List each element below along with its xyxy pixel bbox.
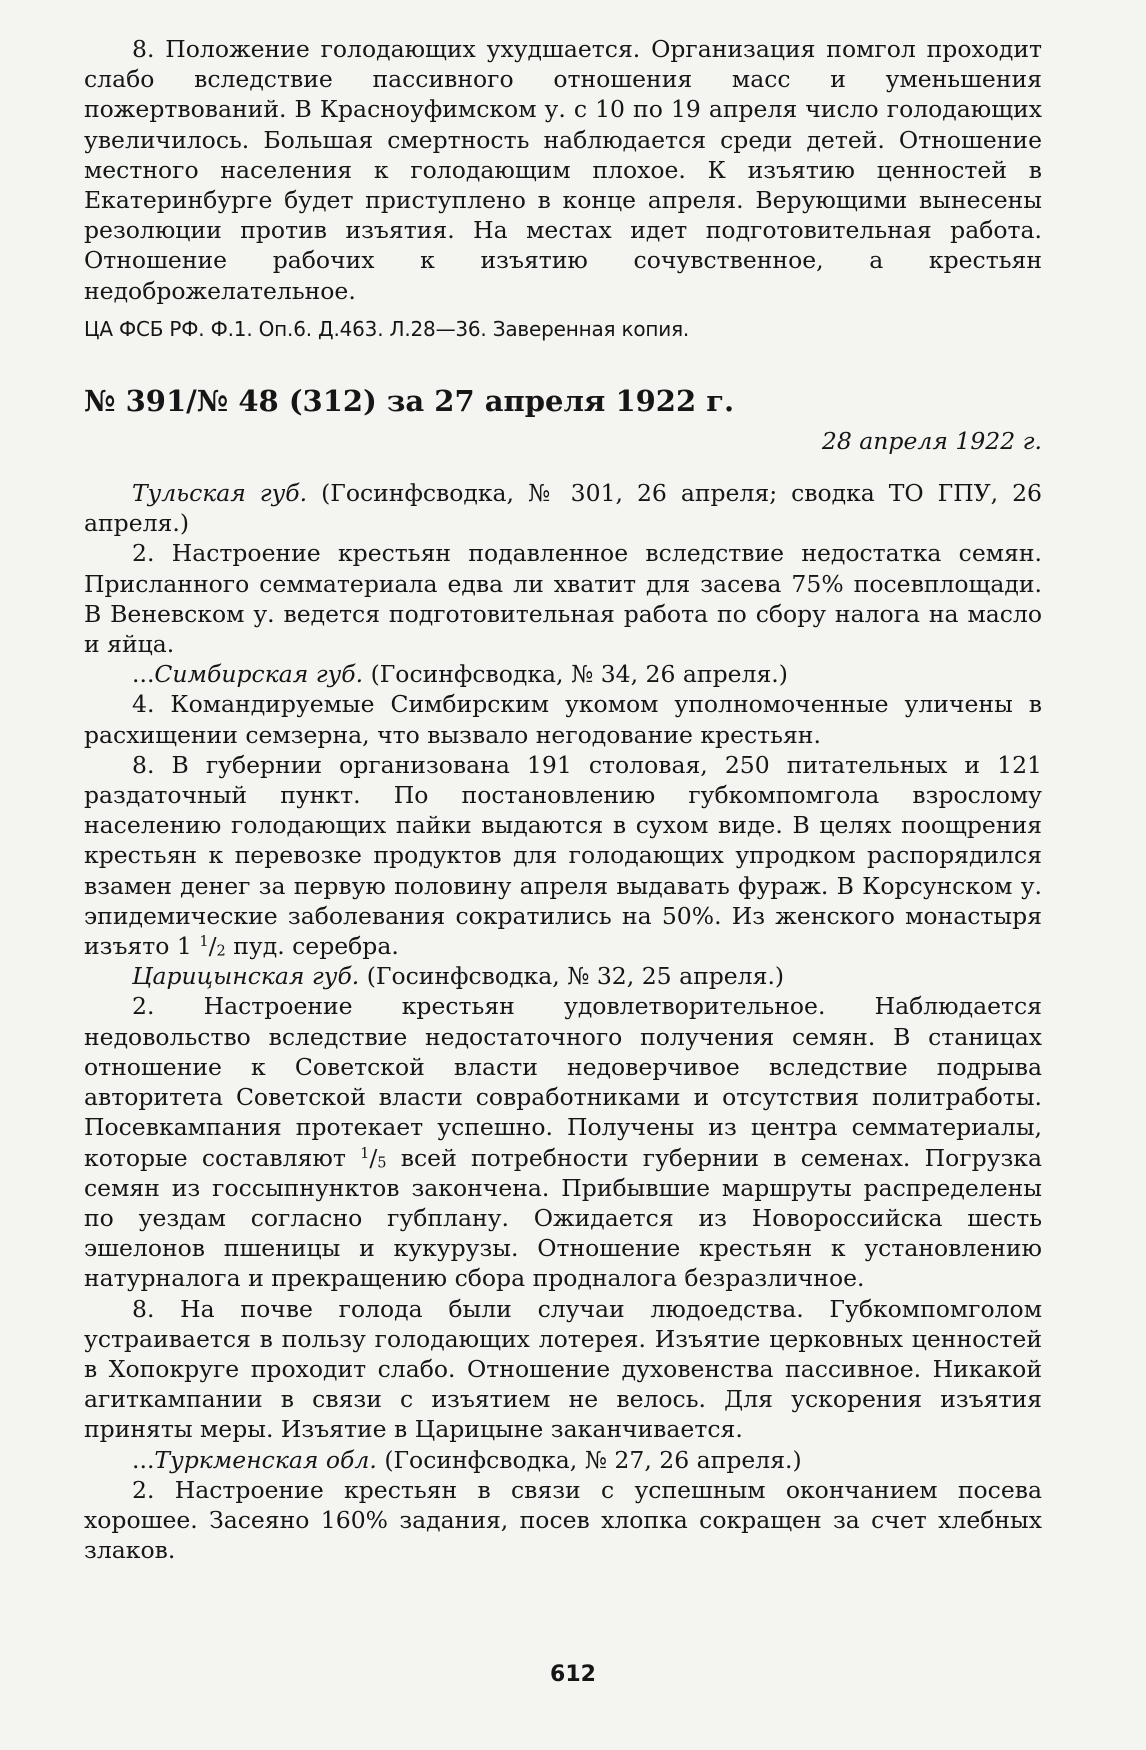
fraction-numerator: 1 (199, 933, 209, 951)
tsaritsyn-header (84, 961, 1042, 991)
tsaritsyn-p2-text: 2. Настроение крестьян удовлетворительное. Наблюдается недовольство вследствие недостаточного получения семян. В станицах отношение к Советской власти недоверчивое вследствие подрыва авторитета Советской власти совработниками и отсутствия политработы. Посевкампания протекает успешно. Получены из центра семматериалы, которые составляют (84, 992, 1042, 1172)
turkmen-paragraph-2: 2. Настроение крестьян в связи с успешным окончанием посева хорошее. Засеяно 160% задания, посев хлопка сокращен за счет хлебных злаков. (84, 1475, 1042, 1565)
simbirsk-paragraph-4: 4. Командируемые Симбирским укомом уполномоченные уличены в расхищении семзерна, что вызвало негодование крестьян. (84, 690, 1042, 749)
fraction-denominator: 2 (216, 942, 226, 960)
region-tula: Тульская губ. (132, 479, 308, 508)
fraction-one-fifth: $^1/_5$ (360, 1143, 387, 1172)
tsaritsyn-paragraph-2 (84, 991, 1042, 1293)
fraction-one-half: $^1/_2$ (199, 932, 226, 961)
turkmen-header (84, 1445, 1042, 1475)
region-tsaritsyn: Царицынская губ. (132, 962, 360, 991)
fraction-denominator: 5 (377, 1153, 387, 1171)
document-date: 28 апреля 1922 г. (821, 426, 1042, 455)
document-heading: № 391/№ 48 (312) за 27 апреля 1922 г. (84, 383, 735, 418)
tsaritsyn-paragraph-8: 8. На почве голода были случаи людоедства. Губкомпомголом устраивается в пользу голодающих лотерея. Изъятие церковных ценностей в Хопокруге проходит слабо. Отношение духовенства пассивное. Никакой агиткампании в связи с изъятием не велось. Для ускорения изъятия приняты меры. Изъятие в Царицыне заканчивается. (84, 1294, 1042, 1444)
tula-source: (Госинфсводка, № 301, 26 апреля; сводка ТО ГПУ, 26 апреля.) (84, 479, 1043, 538)
simbirsk-p8-tail: пуд. серебра. (225, 932, 399, 961)
fraction-numerator: 1 (360, 1144, 370, 1162)
page-number: 612 (550, 1662, 596, 1687)
simbirsk-paragraph-8 (84, 750, 1042, 961)
simbirsk-header (84, 659, 1042, 689)
region-turkmen: Туркменская обл. (154, 1445, 377, 1474)
region-simbirsk: Симбирская губ. (154, 660, 364, 689)
document-body (84, 34, 1042, 1565)
turkmen-lead: ... (132, 1445, 155, 1474)
tula-paragraph-2: 2. Настроение крестьян подавленное вследствие недостатка семян. Присланного семматериала едва ли хватит для засева 75% посевплощади. В Веневском у. ведется подготовительная работа по сбору налога на масло и яйца. (84, 539, 1042, 659)
paragraph-top-8: 8. Положение голодающих ухудшается. Организация помгол проходит слабо вследствие пассивного отношения масс и уменьшения пожертвований. В Красноуфимском у. с 10 по 19 апреля число голодающих увеличилось. Большая смертность наблюдается среди детей. Отношение местного населения к голодающим плохое. К изъятию ценностей в Екатеринбурге будет приступлено в конце апреля. Верующими вынесены резолюции против изъятия. На местах идет подготовительная работа. Отношение рабочих к изъятию сочувственное, а крестьян недоброжелательное. (84, 35, 1042, 305)
simbirsk-source: (Госинфсводка, № 34, 26 апреля.) (363, 660, 788, 689)
simbirsk-lead: ... (132, 660, 155, 689)
tula-header (84, 478, 1042, 538)
tsaritsyn-source: (Госинфсводка, № 32, 25 апреля.) (359, 962, 785, 991)
turkmen-source: (Госинфсводка, № 27, 26 апреля.) (376, 1445, 802, 1474)
simbirsk-p8-text: 8. В губернии организована 191 столовая, 250 питательных и 121 раздаточный пункт. По постановлению губкомпомгола взрослому населению голодающих пайки выдаются в сухом виде. В целях поощрения крестьян к перевозке продуктов для голодающих упродком распорядился взамен денег за первую половину апреля выдавать фураж. В Корсунском у. эпидемические заболевания сократились на 50%. Из женского монастыря изъято 1 (84, 750, 1042, 961)
tsaritsyn-p2-tail: всей потребности губернии в семенах. Погрузка семян из госсыпнунктов закончена. Прибывшие маршруты распределены по уездам согласно губплану. Ожидается из Новороссийска шесть эшелонов пшеницы и кукурузы. Отношение крестьян к установлению натурналога и прекращению сбора продналога безразличное. (84, 1143, 1042, 1293)
archive-source: ЦА ФСБ РФ. Ф.1. Оп.6. Д.463. Л.28—36. Заверенная копия. (84, 316, 690, 341)
